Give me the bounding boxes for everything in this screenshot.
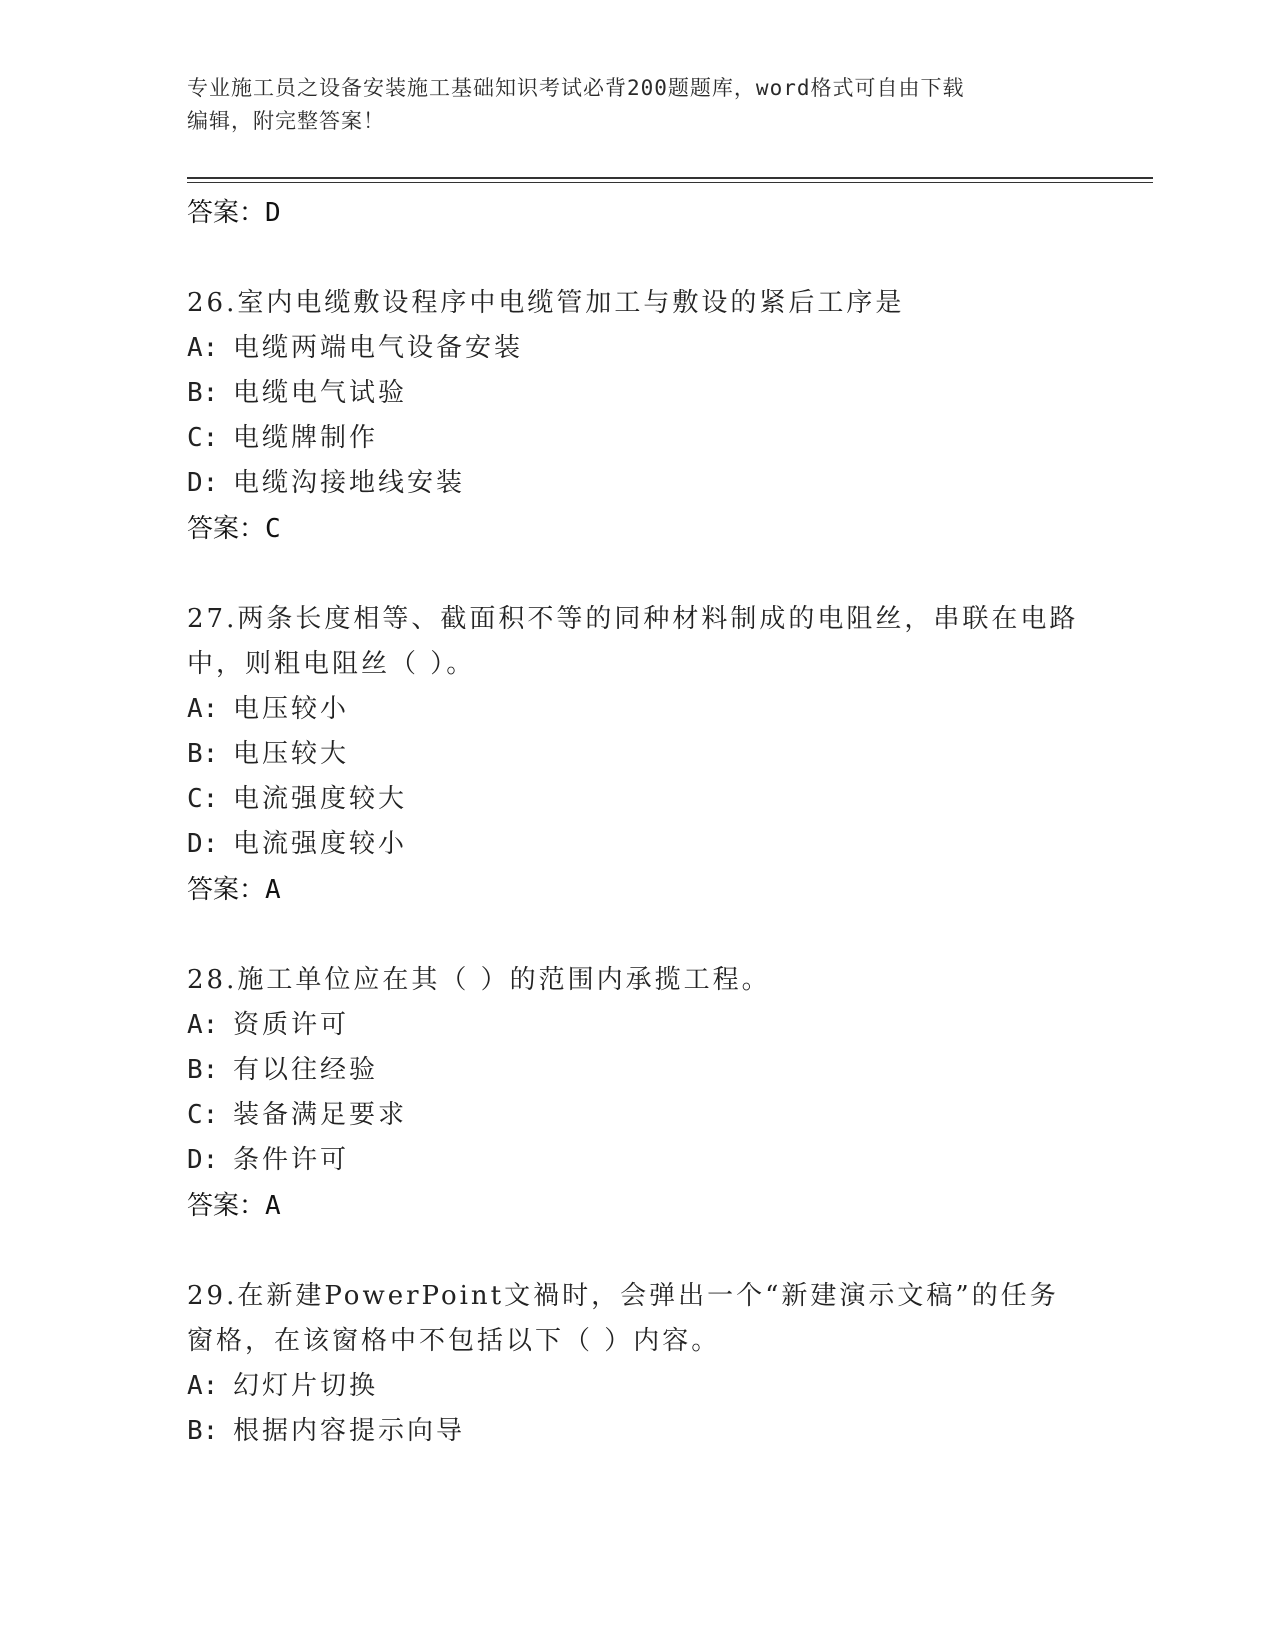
- option-b: [187, 1409, 1087, 1454]
- option-c: [187, 1093, 1087, 1138]
- answer-label: 答案：: [187, 1191, 266, 1221]
- option-text: 有以往经验: [233, 1055, 379, 1085]
- option-b: [187, 371, 1087, 416]
- option-text: 电缆沟接地线安装: [233, 468, 466, 498]
- option-key: A:: [187, 694, 219, 724]
- answer-line: [187, 867, 1087, 913]
- option-key: B:: [187, 1055, 219, 1085]
- question-block: [187, 1274, 1087, 1454]
- page-header: [187, 72, 1067, 138]
- option-d: [187, 461, 1087, 506]
- question-text: 29.在新建PowerPoint文禍时，会弹出一个“新建演示文稿”的任务窗格，在该窗格中不包括以下（ ）内容。: [187, 1281, 1059, 1356]
- option-text: 条件许可: [233, 1145, 350, 1175]
- question-list: [187, 190, 1087, 1454]
- option-key: A:: [187, 1010, 219, 1040]
- option-d: [187, 1138, 1087, 1183]
- option-key: B:: [187, 739, 219, 769]
- header-divider-thick: [187, 177, 1153, 179]
- question-text: 27.两条长度相等、截面积不等的同种材料制成的电阻丝，串联在电路中，则粗电阻丝（ ）。: [187, 604, 1079, 679]
- option-b: [187, 732, 1087, 777]
- question-text: 28.施工单位应在其（ ）的范围内承揽工程。: [187, 965, 771, 995]
- option-a: [187, 1003, 1087, 1048]
- option-a: [187, 326, 1087, 371]
- answer-line-previous: [187, 190, 1087, 236]
- spacer: [187, 552, 1087, 597]
- option-key: D:: [187, 1145, 219, 1175]
- answer-label: 答案：: [187, 875, 266, 905]
- spacer: [187, 236, 1087, 281]
- answer-label: 答案：: [187, 198, 266, 228]
- answer-value: A: [265, 1191, 281, 1221]
- option-b: [187, 1048, 1087, 1093]
- option-key: B:: [187, 378, 219, 408]
- option-key: A:: [187, 333, 219, 363]
- option-d: [187, 822, 1087, 867]
- option-key: B:: [187, 1416, 219, 1446]
- answer-value: C: [265, 514, 281, 544]
- option-text: 电流强度较小: [233, 829, 408, 859]
- option-key: C:: [187, 423, 219, 453]
- option-key: A:: [187, 1371, 219, 1401]
- option-text: 根据内容提示向导: [233, 1416, 466, 1446]
- answer-value: A: [265, 875, 281, 905]
- header-divider-thin: [187, 182, 1153, 183]
- option-text: 资质许可: [233, 1010, 350, 1040]
- spacer: [187, 1229, 1087, 1274]
- option-text: 电缆两端电气设备安装: [233, 333, 524, 363]
- option-a: [187, 1364, 1087, 1409]
- header-title-line-1: 专业施工员之设备安装施工基础知识考试必背200题题库，word格式可自由下载: [187, 76, 965, 100]
- option-key: C:: [187, 1100, 219, 1130]
- question-block: [187, 958, 1087, 1229]
- question-block: [187, 281, 1087, 552]
- option-key: D:: [187, 468, 219, 498]
- option-a: [187, 687, 1087, 732]
- answer-value: D: [265, 198, 281, 228]
- header-title-line-2: 编辑，附完整答案！: [187, 109, 385, 133]
- option-key: C:: [187, 784, 219, 814]
- option-key: D:: [187, 829, 219, 859]
- answer-label: 答案：: [187, 514, 266, 544]
- option-text: 电压较大: [233, 739, 350, 769]
- option-text: 电流强度较大: [233, 784, 408, 814]
- option-text: 电缆牌制作: [233, 423, 379, 453]
- option-c: [187, 416, 1087, 461]
- option-text: 装备满足要求: [233, 1100, 408, 1130]
- answer-line: [187, 506, 1087, 552]
- option-text: 幻灯片切换: [233, 1371, 379, 1401]
- question-block: [187, 597, 1087, 913]
- spacer: [187, 913, 1087, 958]
- question-text: 26.室内电缆敷设程序中电缆管加工与敷设的紧后工序是: [187, 288, 905, 318]
- option-text: 电压较小: [233, 694, 350, 724]
- option-text: 电缆电气试验: [233, 378, 408, 408]
- answer-line: [187, 1183, 1087, 1229]
- option-c: [187, 777, 1087, 822]
